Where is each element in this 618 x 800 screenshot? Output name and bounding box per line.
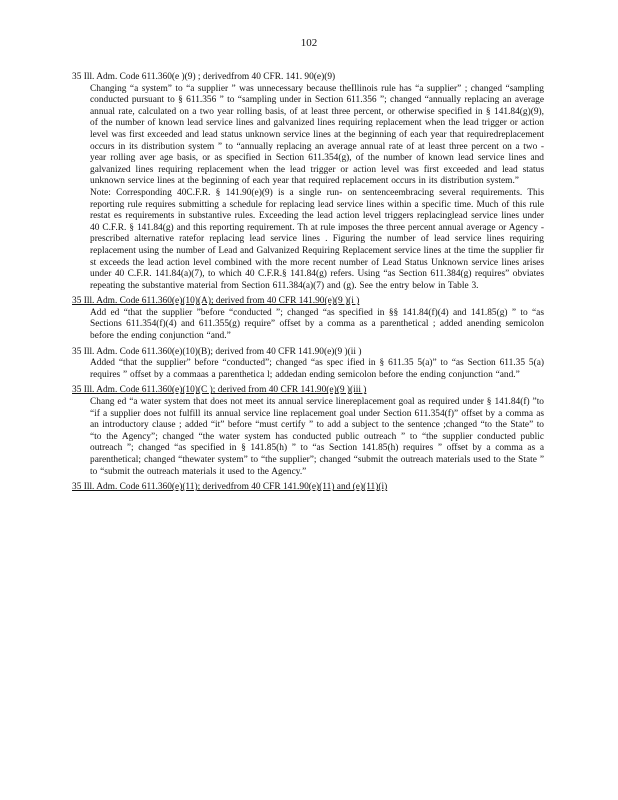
entry	[72, 296, 544, 342]
entry-note: Note: Corresponding 40C.F.R. § 141.90(e)(9) is a single run- on sentenceembracing several requirements. This reporting rule requires submitting a schedule for replacing lead service lines within a specific time. Much of this rule restat es requirements in substantive rules. Exceeding the lead action level triggers replacinglead service lines under 40 C.F.R. § 141.84(g) and this reporting requirement. Th at rule imposes the three percent annual average or Agency - prescribed alternative ratefor replacing lead service lines . Figuring the number of lead service lines requiring replacement using the number of Lead and Galvanized Requiring Replacement service lines at the time the supplier fir st exceeds the lead action level combined with the more recent number of Lead Status Unknown service lines arises under 40 C.F.R. 141.84(a)(7), to which 40 C.F.R.§ 141.84(g) refers. Using “as Section 611.384(g) requires” obviates repeating the substantive material from Section 611.384(a)(7) and (g). See the entry below in Table 3.	[90, 187, 544, 291]
entry-citation: 35 Ill. Adm. Code 611.360(e)(11); derivedfrom 40 CFR 141.90(e)(11) and (e)(11)(i)	[72, 482, 388, 493]
entry-paragraph: Chang ed “a water system that does not meet its annual service linereplacement goal as required under § 141.84(f) ”to “if a supplier does not fulfill its annual service line replacement goal under Section 611.354(f)” offset by a comma as an introductory clause ; added “it” before “must certify ” to add a subject to the sentence ;changed “to the State” to “to the Agency”; changed “the water system has conducted public outreach ” to “the supplier conducted public outreach ”; changed “as specified in § 141.85(h) ” to “as Section 141.85(h) requires ” offset by a comma as a parenthetical; changed “thewater system” to “the supplier”; changed “submit the outreach materials used to the State ” to “submit the outreach materials it used to the Agency.”	[90, 397, 544, 477]
entry	[72, 385, 544, 478]
entry-paragraph: Add ed “that the supplier ”before “conducted ”; changed “as specified in §§ 141.84(f)(4) and 141.85(g) ” to “as Sections 611.354(f)(4) and 611.355(g) require” offset by a comma as a parenthetical ; added anending semicolon before the ending conjunction “and.”	[90, 307, 544, 342]
page-number: 102	[300, 37, 318, 49]
entry	[72, 72, 544, 292]
entry-citation: 35 Ill. Adm. Code 611.360(e )(9) ; derivedfrom 40 CFR. 141. 90(e)(9)	[72, 72, 336, 82]
entry-paragraph: Changing “a system” to “a supplier ” was unnecessary because theIllinois rule has “a supplier” ; changed “sampling conducted pursuant to § 611.356 ” to “sampling under in Section 611.356 ”; changed “annually replacing an average annual rate, calculated on a two year rolling basis, of at least three percent, or otherwise specified in § 141.84(g)(9), of the number of known lead service lines and galvanized lines requiring replacement when the lead trigger or action level was first exceeded and lead status unknown service lines at the beginning of each year that requiredreplacement occurs in its distribution system ” to “annually replacing an average annual rate of at least three percent on a two -year rolling aver age basis, or as specified in Section 611.354(g), of the number of known lead service lines and galvanized lines requiring replacement when the lead trigger or action level was first exceeded and lead status unknown service lines at the beginning of each year that required replacement occurs in its distribution system.”	[90, 83, 544, 187]
entry-paragraph: Added “that the supplier” before “conducted”; changed “as spec ified in § 611.35 5(a)” to “as Section 611.35 5(a) requires ” offset by a commaas a parenthetica l; addedan ending semicolon before the ending conjunction “and.”	[90, 358, 544, 380]
entry	[72, 347, 544, 382]
entry-citation: 35 Ill. Adm. Code 611.360(e)(10)(B); derived from 40 CFR 141.90(e)(9 )(ii )	[72, 346, 362, 357]
entry	[72, 482, 544, 494]
entry-citation: 35 Ill. Adm. Code 611.360(e)(10)(C ); derived from 40 CFR 141.90(e)(9 )(iii )	[72, 385, 367, 396]
entry-citation: 35 Ill. Adm. Code 611.360(e)(10)(A); derived from 40 CFR 141.90(e)(9 )(i )	[72, 296, 360, 307]
entries-list	[72, 72, 544, 498]
